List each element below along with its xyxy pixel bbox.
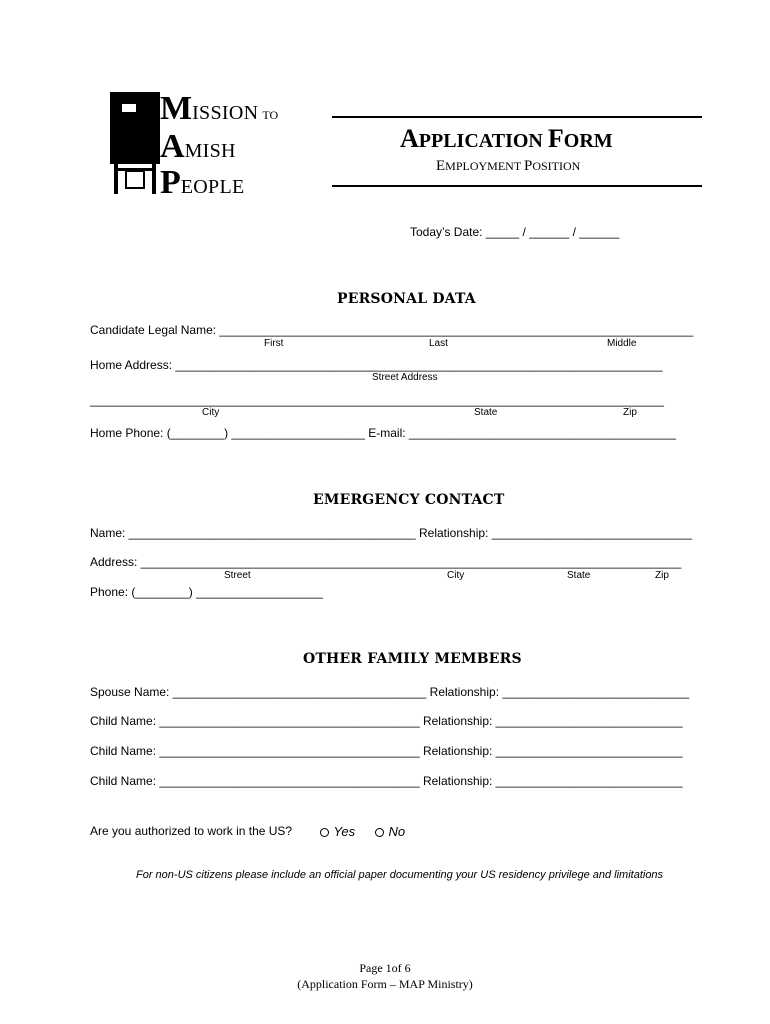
label-last: Last	[429, 338, 448, 349]
label-middle: Middle	[607, 338, 637, 349]
radio-yes[interactable]: Yes	[320, 823, 355, 841]
section-heading-personal: PERSONAL DATA	[337, 291, 476, 307]
spouse-name-field[interactable]: Spouse Name: ______________________________________ Relationship: ____________________________	[90, 685, 690, 699]
label-emergency-street: Street	[224, 570, 251, 581]
non-us-citizen-note: For non-US citizens please include an official paper documenting your US residency privilege and limitations	[136, 869, 664, 881]
section-heading-family: OTHER FAMILY MEMBERS	[303, 651, 522, 667]
label-zip: Zip	[623, 407, 637, 418]
city-state-zip-field[interactable]: ______________________________________________________________________________________	[90, 393, 664, 407]
label-emergency-zip: Zip	[655, 570, 669, 581]
logo-line-people: PEOPLE	[160, 164, 245, 201]
logo-line-mission: MISSION TO	[160, 90, 279, 127]
title-rule-top	[332, 116, 702, 118]
page-number: Page 1of 6	[359, 961, 411, 975]
label-city: City	[202, 407, 220, 418]
label-street-address: Street Address	[372, 372, 438, 383]
home-address-field[interactable]: Home Address: _________________________________________________________________________	[90, 358, 663, 372]
label-emergency-city: City	[447, 570, 465, 581]
radio-circle-icon	[375, 828, 384, 837]
label-state: State	[474, 407, 498, 418]
todays-date-field[interactable]: Today’s Date: _____ / ______ / ______	[410, 225, 620, 239]
title-rule-bottom	[332, 185, 702, 187]
emergency-address-field[interactable]: Address: _________________________________________________________________________________	[90, 555, 682, 569]
logo-mark-icon	[106, 92, 164, 196]
home-phone-email-field[interactable]: Home Phone: (________) ____________________ E-mail: ________________________________________	[90, 426, 676, 440]
work-authorization-question: Are you authorized to work in the US?	[90, 824, 293, 838]
radio-circle-icon	[320, 828, 329, 837]
child-name-field-1[interactable]: Child Name: _______________________________________ Relationship: ____________________________	[90, 714, 683, 728]
candidate-name-field[interactable]: Candidate Legal Name: _______________________________________________________________________	[90, 323, 694, 337]
footer-caption: (Application Form – MAP Ministry)	[297, 977, 473, 991]
logo-line-amish: AMISH	[160, 128, 236, 165]
radio-no[interactable]: No	[375, 823, 405, 841]
page-title: APPLICATION FORM	[400, 124, 613, 153]
child-name-field-2[interactable]: Child Name: _______________________________________ Relationship: ____________________________	[90, 744, 683, 758]
emergency-phone-field[interactable]: Phone: (________) ___________________	[90, 585, 323, 599]
label-emergency-state: State	[567, 570, 591, 581]
section-heading-emergency: EMERGENCY CONTACT	[313, 492, 505, 508]
page-subtitle: EMPLOYMENT POSITION	[436, 158, 581, 174]
child-name-field-3[interactable]: Child Name: _______________________________________ Relationship: ____________________________	[90, 774, 683, 788]
label-first: First	[264, 338, 284, 349]
emergency-name-relationship-field[interactable]: Name: ___________________________________________ Relationship: ______________________________	[90, 526, 692, 540]
